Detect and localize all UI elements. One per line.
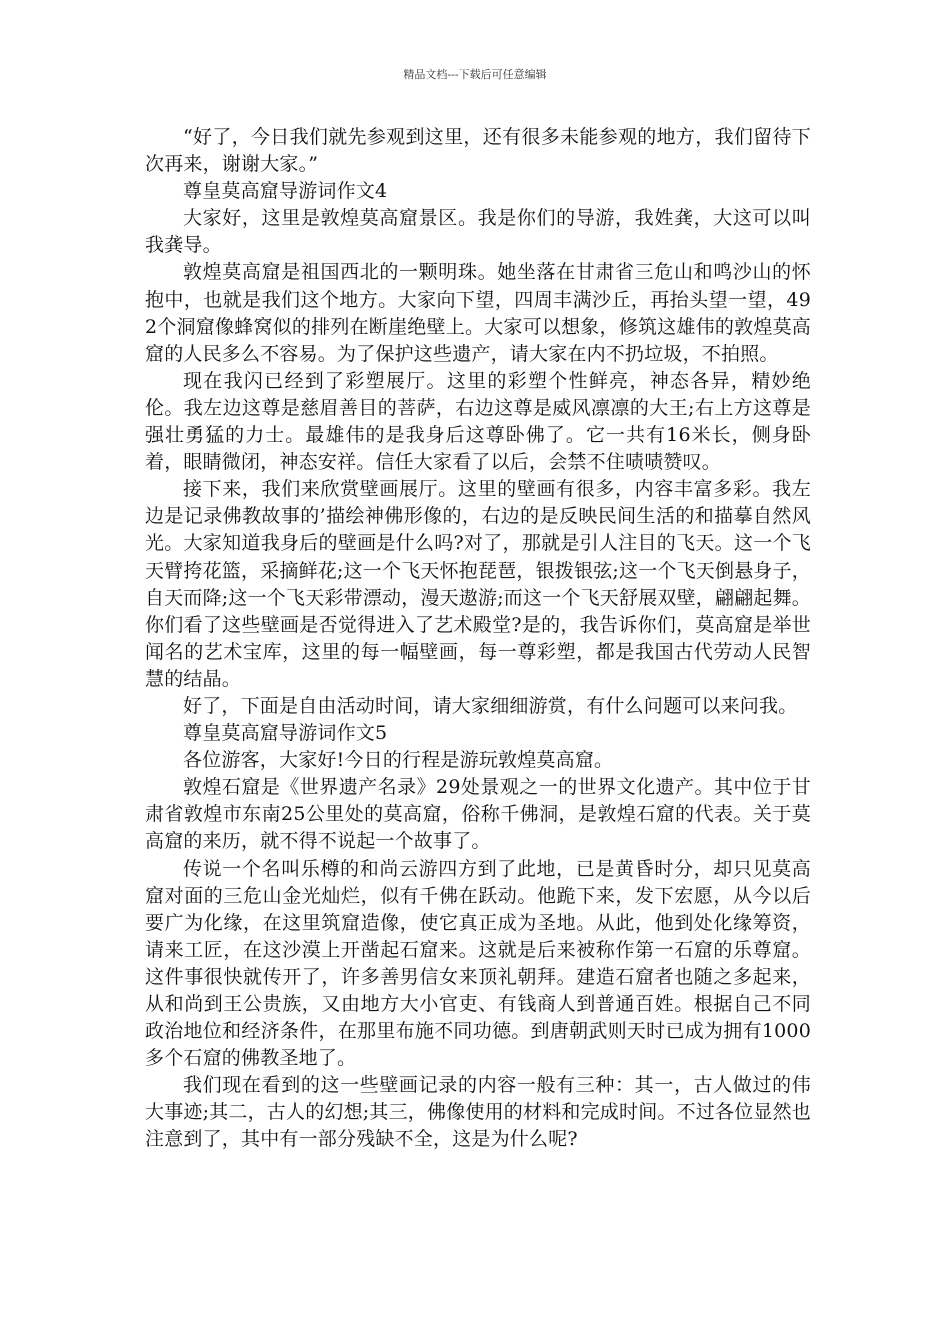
document-body: [145, 124, 811, 1154]
page-header: 精品文档---下载后可任意编辑: [403, 68, 547, 81]
paragraph: 各位游客，大家好!今日的行程是游玩敦煌莫高窟。: [183, 749, 614, 772]
paragraph: 传说一个名叫乐樽的和尚云游四方到了此地，已是黄昏时分，却只见莫高窟对面的三危山金光灿烂，似有千佛在跃动。他跪下来，发下宏愿，从今以后要广为化缘，在这里筑窟造像，使它真正成为圣地。从此，他到处化缘筹资，请来工匠，在这沙漠上开凿起石窟来。这就是后来被称作第一石窟的乐尊窟。这件事很快就传开了，许多善男信女来顶礼朝拜。建造石窟者也随之多起来，从和尚到王公贵族，又由地方大小官吏、有钱商人到普通百姓。根据自己不同政治地位和经济条件，在那里布施不同功德。到唐朝武则天时已成为拥有1000多个石窟的佛教圣地了。: [145, 857, 811, 1070]
section-heading: 尊皇莫高窟导游词作文5: [183, 722, 388, 745]
paragraph: 大家好，这里是敦煌莫高窟景区。我是你们的导游，我姓龚，大这可以叫我龚导。: [145, 207, 811, 257]
paragraph: 我们现在看到的这一些壁画记录的内容一般有三种：其一，古人做过的伟大事迹;其二，古人的幻想;其三，佛像使用的材料和完成时间。不过各位显然也注意到了，其中有一部分残缺不全，这是为什么呢?: [145, 1074, 812, 1151]
paragraph: “好了，今日我们就先参观到这里，还有很多未能参观的地方，我们留待下次再来，谢谢大家。”: [145, 126, 811, 176]
paragraph: 现在我闪已经到了彩塑展厅。这里的彩塑个性鲜亮，神态各异，精妙绝伦。我左边这尊是慈眉善目的菩萨，右边这尊是威风凛凛的大王;右上方这尊是强壮勇猛的力士。最雄伟的是我身后这尊卧佛了。它一共有16米长，侧身卧着，眼睛微闭，神态安祥。信任大家看了以后，会禁不住啧啧赞叹。: [145, 369, 811, 474]
paragraph: 接下来，我们来欣赏壁画展厅。这里的壁画有很多，内容丰富多彩。我左边是记录佛教故事的’描绘神佛形像的，右边的是反映民间生活的和描摹自然风光。大家知道我身后的壁画是什么吗?对了，那就是引人注目的飞天。这一个飞天臂挎花篮，采摘鲜花;这一个飞天怀抱琵琶，银拨银弦;这一个飞天倒悬身子，自天而降;这一个飞天彩带漂动，漫天遨游;而这一个飞天舒展双壁，翩翩起舞。你们看了这些壁画是否觉得进入了艺术殿堂?是的，我告诉你们，莫高窟是举世闻名的艺术宝库，这里的每一幅壁画，每一尊彩塑，都是我国古代劳动人民智慧的结晶。: [145, 478, 812, 690]
section-heading: 尊皇莫高窟导游词作文4: [183, 180, 388, 203]
paragraph: 敦煌石窟是《世界遗产名录》29处景观之一的世界文化遗产。其中位于甘肃省敦煌市东南25公里处的莫高窟，俗称千佛洞，是敦煌石窟的代表。关于莫高窟的来历，就不得不说起一个故事了。: [145, 776, 811, 853]
paragraph: 敦煌莫高窟是祖国西北的一颗明珠。她坐落在甘肃省三危山和鸣沙山的怀抱中，也就是我们这个地方。大家向下望，四周丰满沙丘，再抬头望一望，492个洞窟像蜂窝似的排列在断崖绝壁上。大家可以想象，修筑这雄伟的敦煌莫高窟的人民多么不容易。为了保护这些遗产，请大家在内不扔垃圾，不拍照。: [145, 261, 811, 365]
paragraph: 好了，下面是自由活动时间，请大家细细游赏，有什么问题可以来问我。: [183, 694, 798, 717]
